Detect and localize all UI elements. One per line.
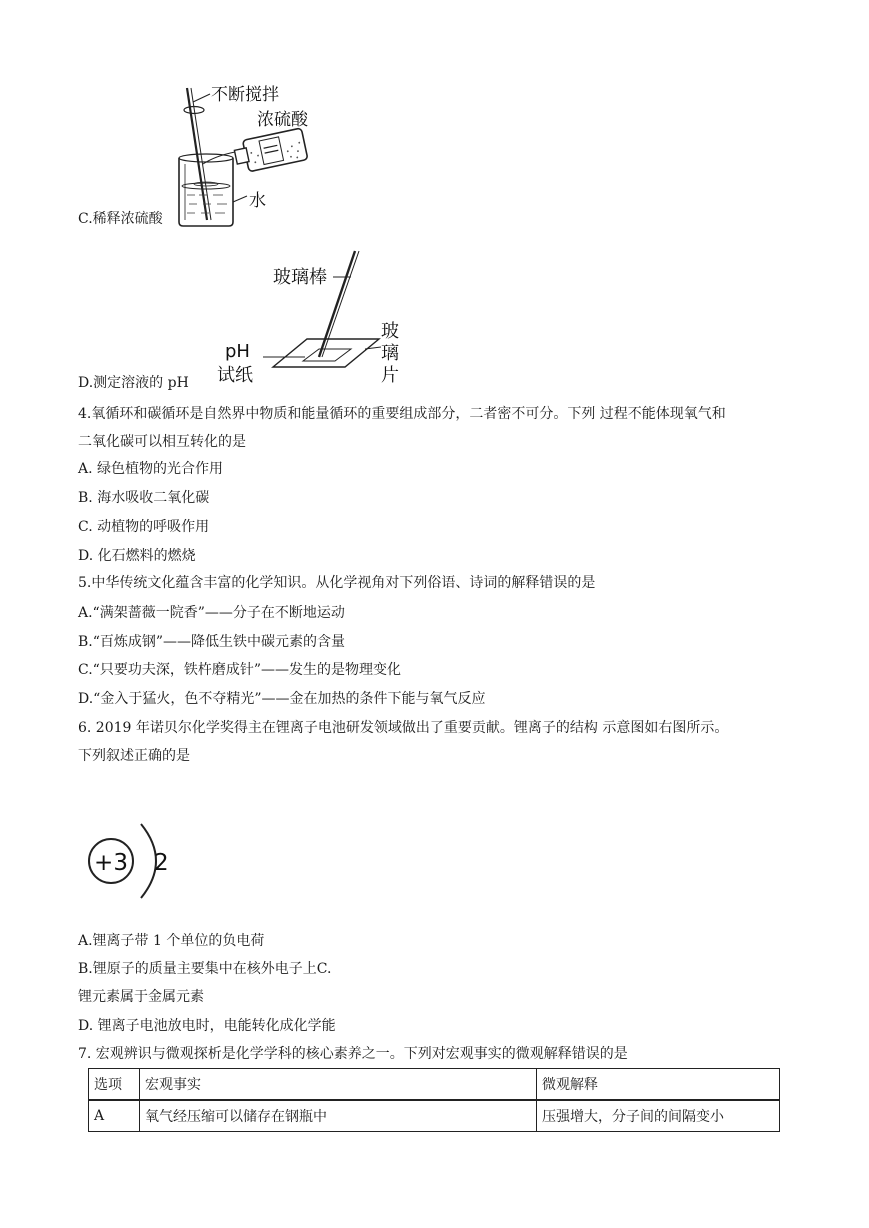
q4-option-c: C. 动植物的呼吸作用 [78,519,210,535]
rod-label: 玻璃棒 [273,267,327,288]
q4-stem-line-1: 4.氧循环和碳循环是自然界中物质和能量循环的重要组成部分，二者密不可分。下列 过程不能体现氧气和 [78,406,726,422]
option-d-caption: D.测定溶液的 pH [78,375,189,391]
row-option: A [89,1100,140,1132]
plate-label-3: 片 [381,365,399,386]
q6-stem-line-1: 6. 2019 年诺贝尔化学奖得主在锂离子电池研发领域做出了重要贡献。锂离子的结构 示意图如右图所示。 [78,720,729,736]
row-macro-fact: 氧气经压缩可以储存在钢瓶中 [140,1100,537,1132]
nucleus-charge: +3 [94,850,128,876]
header-macro-fact: 宏观事实 [140,1069,537,1101]
q7-stem: 7. 宏观辨识与微观探析是化学学科的核心素养之一。下列对宏观事实的微观解释错误的是 [78,1046,628,1062]
q4-option-d: D. 化石燃料的燃烧 [78,548,196,564]
q4-option-b: B. 海水吸收二氧化碳 [78,490,210,506]
q6-option-b: B.锂原子的质量主要集中在核外电子上C. [78,961,332,977]
q5-option-a: A.“满架蔷薇一院香”——分子在不断地运动 [78,605,345,621]
stir-label: 不断搅拌 [211,85,279,105]
shell-electron-count: 2 [154,850,169,876]
q5-option-c: C.“只要功夫深，铁杵磨成针”——发生的是物理变化 [78,662,401,678]
ph-label: pH [225,341,250,362]
q4-option-a: A. 绿色植物的光合作用 [78,461,224,477]
figure-ph-test [215,245,415,390]
q7-table [88,1068,780,1132]
lithium-ion-structure-diagram [85,818,175,900]
q6-option-d: D. 锂离子电池放电时，电能转化成化学能 [78,1018,336,1034]
q5-option-d: D.“金入于猛火，色不夺精光”——金在加热的条件下能与氧气反应 [78,691,486,707]
paper-label: 试纸 [217,365,253,386]
table-header-row [89,1069,780,1101]
header-micro-explanation: 微观解释 [537,1069,780,1101]
q4-stem-line-2: 二氧化碳可以相互转化的是 [78,434,246,450]
acid-label: 浓硫酸 [257,110,308,130]
q5-option-b: B.“百炼成钢”——降低生铁中碳元素的含量 [78,634,346,650]
q6-option-a: A.锂离子带 1 个单位的负电荷 [78,933,265,949]
table-row [89,1100,780,1132]
row-micro-explanation: 压强增大，分子间的间隔变小 [537,1100,780,1132]
header-option: 选项 [89,1069,140,1101]
q5-stem: 5.中华传统文化蕴含丰富的化学知识。从化学视角对下列俗语、诗词的解释错误的是 [78,575,596,591]
q6-stem-line-2: 下列叙述正确的是 [78,748,190,764]
option-c-caption: C.稀释浓硫酸 [78,211,163,227]
water-label: 水 [249,191,266,211]
plate-label-1: 玻 [381,321,399,342]
plate-label-2: 璃 [381,343,399,364]
q6-option-c: 锂元素属于金属元素 [78,989,204,1005]
figure-dilute-acid [165,80,345,230]
